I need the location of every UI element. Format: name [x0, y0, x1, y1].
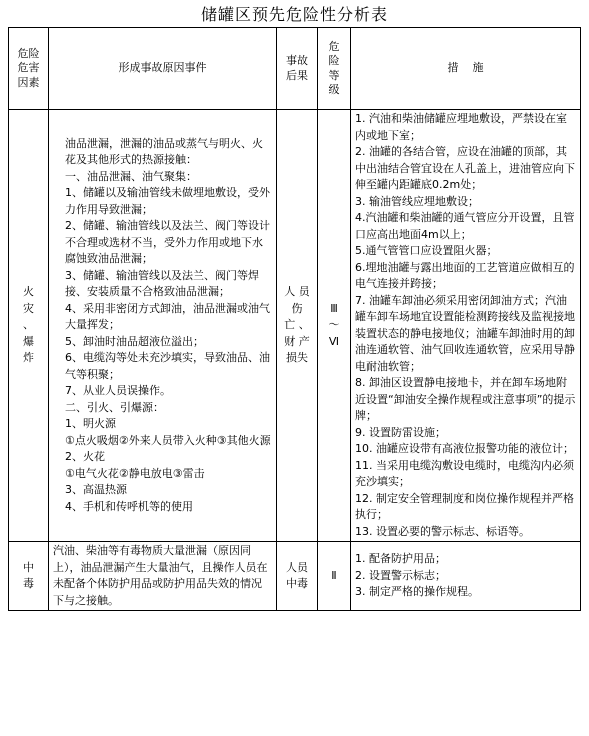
row-poison-factor: 中 毒 [9, 542, 49, 611]
measure-line: 2. 设置警示标志； [355, 568, 446, 582]
measure-line: 12. 制定安全管理制度和岗位操作规程并严格执行； [355, 491, 574, 521]
page-title: 储罐区预先危险性分析表 [200, 5, 388, 24]
header-cause: 形成事故原因事件 [49, 28, 277, 110]
cause-line: 4、采用非密闭方式卸油，油品泄漏或油气大量挥发； [65, 301, 270, 332]
row-poison-result: 人员 中毒 [277, 542, 318, 611]
cause-line: 4、手机和传呼机等的使用 [65, 499, 193, 513]
table-header-row [9, 28, 581, 110]
header-result: 事故 后果 [277, 28, 318, 110]
hazard-analysis-table [8, 27, 581, 611]
cause-line: 二、引火、引爆源： [65, 400, 164, 414]
row-fire-level: Ⅲ ～ Ⅵ [318, 110, 351, 542]
measure-line: 6.埋地油罐与露出地面的工艺管道应做相互的电气连接并跨接； [355, 260, 575, 290]
measure-line: 3. 制定严格的操作规程。 [355, 585, 479, 599]
table-row [9, 542, 581, 611]
cause-line: 5、卸油时油品超液位溢出； [65, 334, 204, 348]
cause-line: ①电气火花②静电放电③雷击 [65, 466, 205, 480]
measure-line: 3. 输油管线应埋地敷设； [355, 194, 479, 208]
cause-line: 6、电缆沟等处未充沙填实，导致油品、油气等积聚； [65, 351, 270, 381]
cause-line: 油品泄漏，泄漏的油品或蒸气与明火、火花及其他形式的热源接触： [65, 136, 263, 167]
measure-line: 13. 设置必要的警示标志、标语等。 [355, 524, 530, 538]
cause-line: 2、储罐、输油管线以及法兰、阀门等设计不合理或选材不当，受外力作用或地下水腐蚀致油品泄漏； [65, 219, 270, 266]
row-poison-level: Ⅱ [318, 542, 351, 611]
row-fire-causes [49, 110, 277, 542]
row-fire-measures [351, 110, 581, 542]
cause-line: 7、从业人员误操作。 [65, 384, 171, 398]
row-poison-measures [351, 542, 581, 611]
header-hazard-factor: 危险 危害 因素 [9, 28, 49, 110]
measure-line: 8. 卸油区设置静电接地卡，并在卸车场地附近设置“卸油安全操作规程或注意事项”的提示牌； [355, 376, 576, 422]
cause-line: 一、油品泄漏、油气聚集： [65, 169, 197, 183]
measure-line: 7. 油罐车卸油必须采用密闭卸油方式；汽油罐车卸车场地宜设置能检测跨接线及监视接地装置状态的静电接地仪；油罐车卸油时用的卸油连通软管、油气回收连通软管，应采用导静电耐油软管； [355, 293, 575, 373]
measure-line: 2. 油罐的各结合管，应设在油罐的顶部，其中出油结合管宜设在人孔盖上，进油管应向下伸至罐内距罐底0.2m处； [355, 145, 575, 191]
measure-line: 5.通气管管口应设置阻火器； [355, 244, 498, 257]
cause-line: 2、火花 [65, 450, 105, 464]
header-level: 危 险 等 级 [318, 28, 351, 110]
measure-line: 11. 当采用电缆沟敷设电缆时，电缆沟内必须充沙填实； [355, 458, 574, 488]
measure-line: 1. 汽油和柴油储罐应埋地敷设，严禁设在室内或地下室； [355, 112, 567, 142]
cause-line: 汽油、柴油等有毒物质大量泄漏（原因同上），油品泄漏产生大量油气，且操作人员在未配备个体防护用品或防护用品失效的情况下与之接触。 [53, 544, 268, 607]
measure-line: 10. 油罐应设带有高液位报警功能的液位计； [355, 442, 574, 455]
table-row [9, 110, 581, 542]
row-poison-causes [49, 542, 277, 611]
cause-line: 3、高温热源 [65, 483, 127, 497]
row-fire-factor: 火 灾 、 爆 炸 [9, 110, 49, 542]
measure-line: 4.汽油罐和柴油罐的通气管应分开设置，且管口应高出地面4m以上； [355, 211, 575, 241]
cause-line: 1、明火源 [65, 417, 116, 431]
header-measure: 措 施 [351, 28, 581, 110]
measure-line: 1. 配备防护用品； [355, 552, 446, 566]
cause-line: 3、储罐、输油管线以及法兰、阀门等焊接、安装质量不合格致油品泄漏； [65, 268, 259, 299]
cause-line: ①点火吸烟②外来人员带入火种③其他火源 [65, 433, 271, 447]
cause-line: 1、储罐以及输油管线未做埋地敷设，受外力作用导致泄漏； [65, 186, 270, 216]
measure-line: 9. 设置防雷设施； [355, 425, 446, 439]
row-fire-result: 人 员 伤 亡 、 财 产 损失 [277, 110, 318, 542]
